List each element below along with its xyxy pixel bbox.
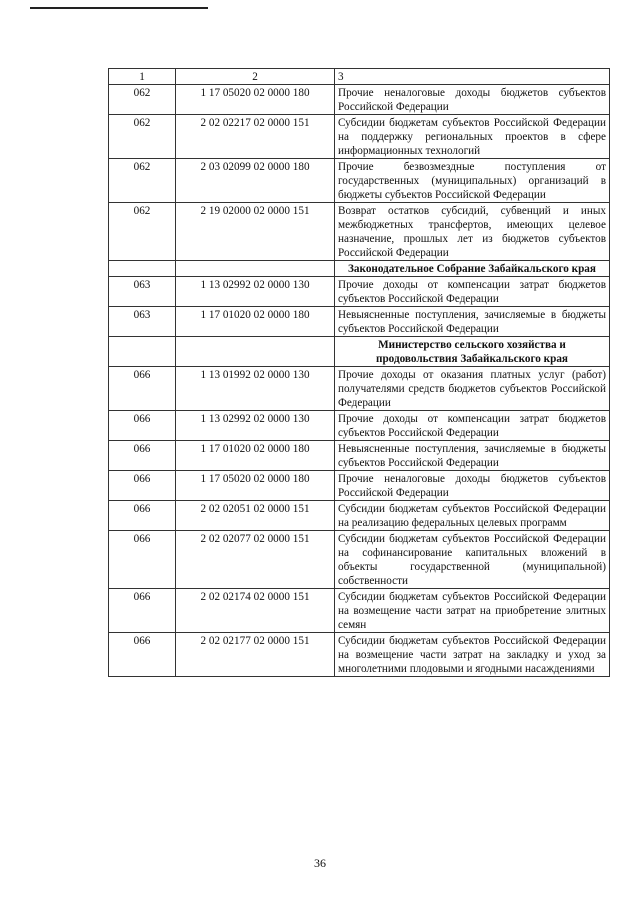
kbk-code-cell: 2 02 02217 02 0000 151 [176, 115, 335, 159]
revenue-name-cell: Субсидии бюджетам субъектов Российской Федерации на поддержку региональных проектов в сфере информационных технологий [335, 115, 610, 159]
revenue-name-cell: Субсидии бюджетам субъектов Российской Федерации на софинансирование капитальных вложений в объекты государственной (муниципальной) собственности [335, 531, 610, 589]
revenue-name-cell: Возврат остатков субсидий, субвенций и иных межбюджетных трансфертов, имеющих целевое назначение, прошлых лет из бюджетов субъектов Российской Федерации [335, 203, 610, 261]
admin-code-cell: 062 [109, 85, 176, 115]
revenue-name-cell: Субсидии бюджетам субъектов Российской Федерации на реализацию федеральных целевых программ [335, 501, 610, 531]
admin-code-cell: 066 [109, 633, 176, 677]
page-number: 36 [314, 856, 326, 870]
kbk-code-cell: 1 17 05020 02 0000 180 [176, 85, 335, 115]
table-row [109, 441, 610, 471]
admin-code-cell: 066 [109, 471, 176, 501]
admin-code-cell: 066 [109, 367, 176, 411]
scan-mark-line [30, 7, 208, 9]
kbk-code-cell: 2 02 02051 02 0000 151 [176, 501, 335, 531]
kbk-code-cell: 1 13 02992 02 0000 130 [176, 277, 335, 307]
table-row [109, 633, 610, 677]
table-row [109, 115, 610, 159]
admin-code-cell: 062 [109, 159, 176, 203]
kbk-code-cell [176, 337, 335, 367]
kbk-code-cell: 2 03 02099 02 0000 180 [176, 159, 335, 203]
table-row [109, 411, 610, 441]
table-row [109, 501, 610, 531]
table-row [109, 85, 610, 115]
kbk-code-cell: 1 17 01020 02 0000 180 [176, 441, 335, 471]
kbk-code-cell [176, 261, 335, 277]
kbk-code-cell: 2 19 02000 02 0000 151 [176, 203, 335, 261]
table-row [109, 589, 610, 633]
table-row [109, 159, 610, 203]
revenue-name-cell: Субсидии бюджетам субъектов Российской Федерации на возмещение части затрат на приобретение элитных семян [335, 589, 610, 633]
table-row [109, 277, 610, 307]
admin-code-cell: 066 [109, 441, 176, 471]
kbk-code-cell: 1 17 01020 02 0000 180 [176, 307, 335, 337]
revenue-name-cell: Прочие неналоговые доходы бюджетов субъектов Российской Федерации [335, 85, 610, 115]
revenue-name-cell: Законодательное Собрание Забайкальского края [335, 261, 610, 277]
revenue-name-cell: Прочие неналоговые доходы бюджетов субъектов Российской Федерации [335, 471, 610, 501]
table-row [109, 471, 610, 501]
admin-code-cell: 066 [109, 501, 176, 531]
kbk-code-cell: 2 02 02177 02 0000 151 [176, 633, 335, 677]
group-header-row [109, 261, 610, 277]
revenue-name-cell: Прочие доходы от компенсации затрат бюджетов субъектов Российской Федерации [335, 277, 610, 307]
revenue-name-cell: Министерство сельского хозяйства и продовольствия Забайкальского края [335, 337, 610, 367]
kbk-code-cell: 1 13 02992 02 0000 130 [176, 411, 335, 441]
table-body [109, 85, 610, 677]
admin-code-cell: 062 [109, 115, 176, 159]
revenue-name-cell: Невыясненные поступления, зачисляемые в бюджеты субъектов Российской Федерации [335, 307, 610, 337]
group-header-row [109, 337, 610, 367]
table-row [109, 203, 610, 261]
revenue-name-cell: Невыясненные поступления, зачисляемые в бюджеты субъектов Российской Федерации [335, 441, 610, 471]
admin-code-cell: 066 [109, 411, 176, 441]
revenue-name-cell: Субсидии бюджетам субъектов Российской Федерации на возмещение части затрат на закладку и уход за многолетними плодовыми и ягодными насаждениями [335, 633, 610, 677]
kbk-code-cell: 1 13 01992 02 0000 130 [176, 367, 335, 411]
admin-code-cell: 066 [109, 531, 176, 589]
kbk-code-cell: 1 17 05020 02 0000 180 [176, 471, 335, 501]
kbk-code-cell: 2 02 02077 02 0000 151 [176, 531, 335, 589]
admin-code-cell: 063 [109, 277, 176, 307]
table-row [109, 531, 610, 589]
table-row [109, 367, 610, 411]
table-header-row [109, 69, 610, 85]
admin-code-cell: 062 [109, 203, 176, 261]
header-col-2: 2 [176, 69, 335, 85]
admin-code-cell: 066 [109, 589, 176, 633]
revenue-name-cell: Прочие доходы от оказания платных услуг (работ) получателями средств бюджетов субъектов Российской Федерации [335, 367, 610, 411]
revenue-codes-table [108, 68, 610, 677]
revenue-name-cell: Прочие доходы от компенсации затрат бюджетов субъектов Российской Федерации [335, 411, 610, 441]
revenue-name-cell: Прочие безвозмездные поступления от государственных (муниципальных) организаций в бюджеты субъектов Российской Федерации [335, 159, 610, 203]
admin-code-cell [109, 337, 176, 367]
admin-code-cell: 063 [109, 307, 176, 337]
header-col-1: 1 [109, 69, 176, 85]
kbk-code-cell: 2 02 02174 02 0000 151 [176, 589, 335, 633]
admin-code-cell [109, 261, 176, 277]
table-row [109, 307, 610, 337]
header-col-3: 3 [335, 69, 610, 85]
